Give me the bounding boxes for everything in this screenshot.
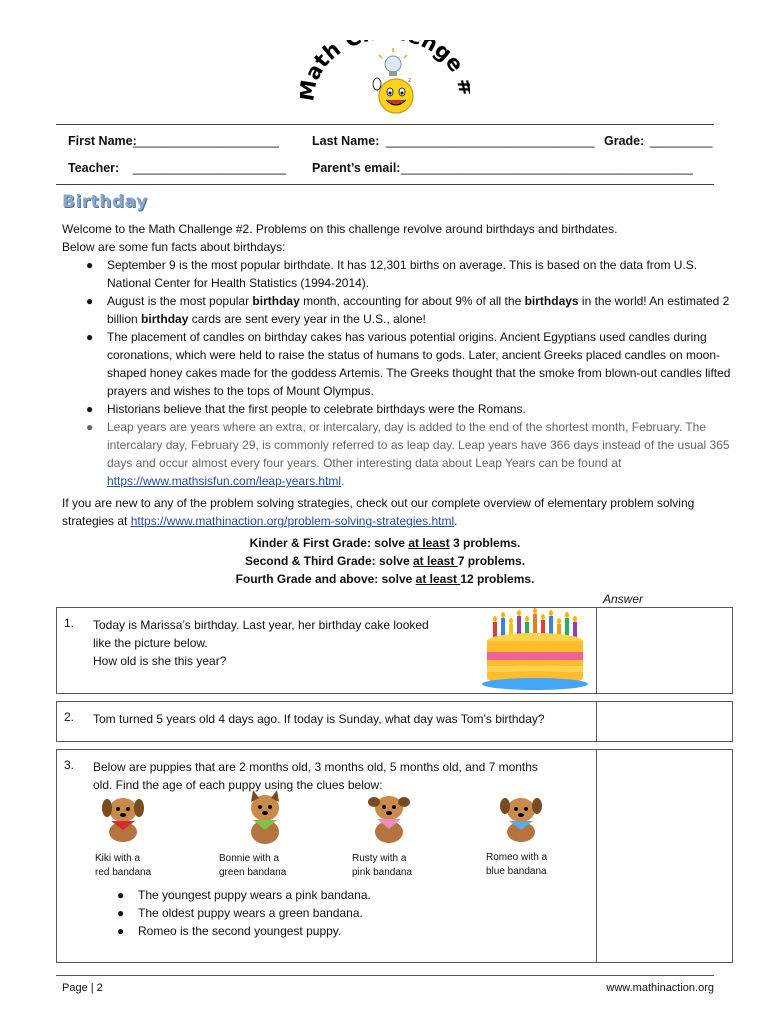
first-name-label: First Name:: [68, 134, 137, 148]
footer-rule: [56, 975, 714, 976]
puppy-label-rusty: [352, 852, 412, 880]
problem-1-line-3: How old is she this year?: [93, 654, 227, 668]
teacher-label: Teacher:: [68, 161, 120, 175]
bullet-icon: ●: [86, 258, 94, 272]
grade-req-text: Kinder & First Grade: solve: [249, 536, 409, 550]
problem-2-question: Tom turned 5 years old 4 days ago. If today is Sunday, what day was Tom’s birthday?: [93, 712, 545, 726]
puppy-clues-list: [93, 886, 543, 940]
problem-3-question: [93, 758, 538, 794]
grade-req-underline: at least: [408, 536, 450, 550]
grade-requirements: [0, 534, 770, 588]
grade-req-text: Second & Third Grade: solve: [244, 554, 413, 568]
puppy-label-line: green bandana: [219, 867, 287, 878]
clue-3: [93, 922, 543, 940]
puppy-icon: [97, 792, 147, 844]
problem-2-number: 2.: [64, 710, 75, 724]
fact-2-bold-a: birthday: [252, 294, 300, 308]
clue-3-text: Romeo is the second youngest puppy.: [138, 924, 342, 938]
fact-5: [62, 418, 734, 490]
bullet-icon: ●: [86, 402, 94, 416]
header-top-rule: [56, 124, 714, 125]
first-name-field[interactable]: _____________________: [133, 134, 279, 148]
problem-2-box: [56, 701, 733, 742]
puppy-romeo-image: [495, 792, 545, 844]
fact-3-text: The placement of candles on birthday cakes has various potential origins. Ancient Egyptians used candles during coronations, which were held to raise the status of humans to gods. Later, ancient Greeks placed candles on moon-shaped honey cakes made for the goddess Artemis. The Greeks thought that the smoke from blown-out candles lifted prayers and wishes to the tops of Mount Olympus.: [107, 330, 731, 398]
grade-req-kinder: [0, 534, 770, 552]
intro-line-1: Welcome to the Math Challenge #2. Problems on this challenge revolve around birthdays and birthdates.: [62, 222, 618, 236]
problem-3-number: 3.: [64, 758, 75, 772]
last-name-label: Last Name:: [312, 134, 380, 148]
parent-email-label: Parent’s email:: [312, 161, 401, 175]
puppy-icon: [239, 788, 289, 848]
strategies-end: .: [454, 514, 458, 528]
fact-4-text: Historians believe that the first people to celebrate birthdays were the Romans.: [107, 402, 526, 416]
fact-1: [62, 256, 734, 292]
strategies-paragraph: [62, 494, 734, 530]
problem-1-number: 1.: [64, 616, 75, 630]
intro-line-2: Below are some fun facts about birthdays:: [62, 240, 286, 254]
puppy-label-romeo: [486, 851, 547, 879]
puppy-label-line: Bonnie with a: [219, 853, 280, 864]
fun-facts-list: [62, 256, 734, 490]
svg-text:z: z: [408, 77, 412, 84]
birthday-cake-icon: [481, 608, 589, 692]
fact-2-bold-c: birthday: [141, 312, 189, 326]
parent-email-field[interactable]: __________________________________________: [401, 161, 693, 175]
problem-1-answer-box[interactable]: [596, 608, 732, 693]
puppy-icon: [495, 792, 545, 844]
last-name-field[interactable]: ______________________________: [386, 134, 595, 148]
grade-req-fourth: [0, 570, 770, 588]
grade-req-count: 3 problems.: [449, 536, 521, 550]
grade-req-underline: at least: [415, 572, 461, 586]
problem-3-answer-box[interactable]: [596, 750, 732, 962]
puppy-label-line: blue bandana: [486, 866, 547, 877]
puppy-label-line: pink bandana: [352, 867, 413, 878]
bullet-icon: ●: [117, 924, 125, 938]
grade-req-second: [0, 552, 770, 570]
logo-graphic: [300, 40, 470, 120]
clue-2-text: The oldest puppy wears a green bandana.: [138, 906, 363, 920]
puppy-label-line: Kiki with a: [95, 853, 141, 864]
puppy-bonnie-image: [239, 788, 289, 848]
bullet-icon: ●: [117, 888, 125, 902]
puppy-label-line: Rusty with a: [352, 853, 407, 864]
birthday-cake-image: [481, 608, 589, 692]
logo-title: ath nge: [300, 40, 469, 84]
leap-years-link[interactable]: https://www.mathsisfun.com/leap-years.html: [107, 474, 342, 488]
fact-5-text: Leap years are years where an extra, or intercalary, day is added to the end of the shortest month, February. The intercalary day, February 29, is commonly referred to as leap day. Leap years have 366 days instead of the usual 365 days and occur almost every four years. Other interesting data about Leap Years can be found at: [107, 420, 730, 470]
page-number: Page | 2: [62, 982, 103, 994]
bullet-icon: ●: [117, 906, 125, 920]
puppy-icon: [363, 790, 413, 846]
intro-block: [62, 220, 734, 490]
teacher-field[interactable]: ______________________: [133, 161, 286, 175]
grade-req-count: 12 problems.: [460, 572, 535, 586]
footer-website: www.mathinaction.org: [606, 982, 714, 994]
header-bottom-rule: [56, 184, 714, 185]
section-title: Birthday: [62, 192, 148, 212]
problem-3-line-1: Below are puppies that are 2 months old, 3 months old, 5 months old, and 7 months: [93, 760, 538, 774]
fact-3: [62, 328, 734, 400]
fact-2-bold-b: birthdays: [524, 294, 579, 308]
clue-1: [93, 886, 543, 904]
fact-2-text-a: August is the most popular: [107, 294, 253, 308]
fact-4: [62, 400, 734, 418]
problem-1-line-1: Today is Marissa’s birthday. Last year, her birthday cake looked: [93, 618, 429, 632]
bullet-icon: ●: [86, 294, 94, 308]
fact-1-text: September 9 is the most popular birthdate. It has 12,301 births on average. This is based on the data from U.S. National Center for Health Statistics (1994-2014).: [107, 258, 698, 290]
grade-label: Grade:: [604, 134, 645, 148]
answer-column-label: Answer: [603, 592, 644, 606]
problem-3-line-2: old. Find the age of each puppy using the clues below:: [93, 778, 383, 792]
strategies-text: If you are new to any of the problem solving strategies, check out our complete overview of elementary problem solving strategies at: [62, 496, 695, 528]
puppy-kiki-image: [97, 792, 147, 844]
grade-field[interactable]: _________: [650, 134, 713, 148]
puppy-rusty-image: [363, 790, 413, 846]
clue-2: [93, 904, 543, 922]
math-challenge-logo: [300, 40, 470, 120]
puppy-label-bonnie: [219, 852, 286, 880]
grade-req-underline: at least: [412, 554, 458, 568]
strategies-link[interactable]: https://www.mathinaction.org/problem-solving-strategies.html: [130, 514, 455, 528]
problem-3-box: [56, 749, 733, 963]
problem-1-line-2: like the picture below.: [93, 636, 208, 650]
grade-req-count: 7 problems.: [457, 554, 526, 568]
fact-2-text-d: cards are sent every year in the U.S., alone!: [188, 312, 426, 326]
bullet-icon: ●: [86, 330, 94, 344]
puppy-label-kiki: [95, 852, 151, 880]
problem-2-answer-box[interactable]: [596, 702, 732, 741]
fact-2-text-c: in the world! An estimated 2 billion: [107, 294, 730, 326]
grade-req-text: Fourth Grade and above: solve: [235, 572, 416, 586]
fact-2-text-b: month, accounting for about 9% of all the: [299, 294, 525, 308]
bullet-icon: ●: [86, 420, 94, 434]
puppy-label-line: Romeo with a: [486, 852, 548, 863]
fact-5-end: .: [341, 474, 345, 488]
puppy-label-line: red bandana: [95, 867, 152, 878]
clue-1-text: The youngest puppy wears a pink bandana.: [138, 888, 371, 902]
problem-1-question: [93, 616, 429, 670]
fact-2: [62, 292, 734, 328]
problem-1-box: [56, 607, 733, 694]
